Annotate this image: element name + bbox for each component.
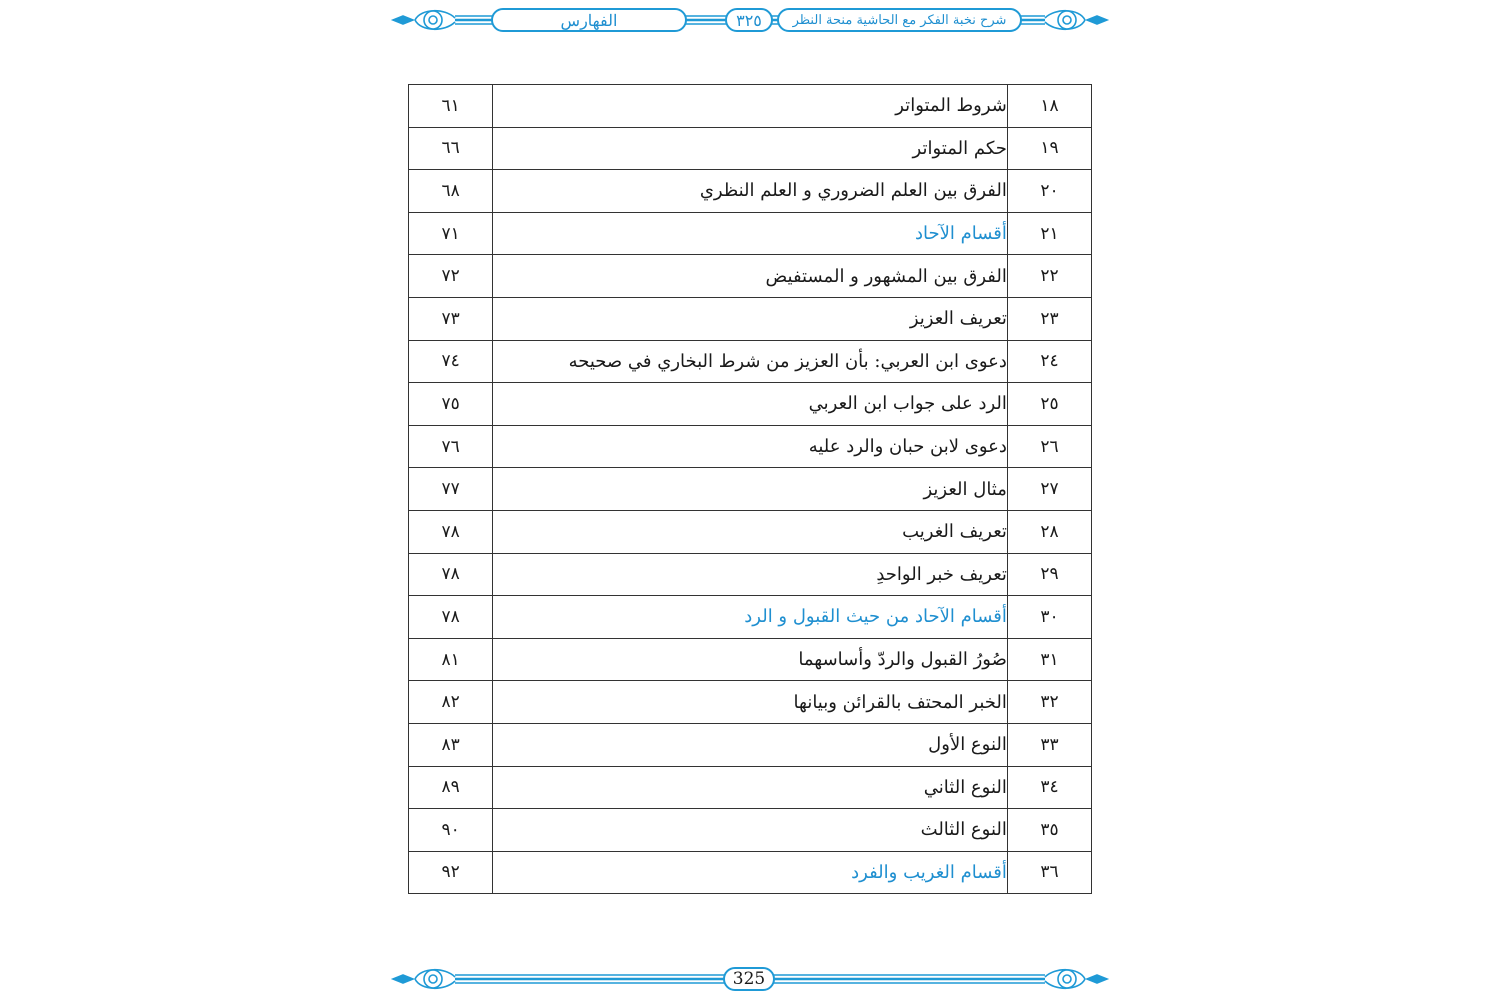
entry-page-number: ٦١ — [409, 85, 493, 128]
footer-page-number: 325 — [723, 967, 775, 991]
section-title: الفهارس — [491, 8, 687, 32]
entry-number: ٣١ — [1007, 638, 1091, 681]
entry-title: تعريف خبر الواحدِ — [493, 553, 1008, 596]
book-title: شرح نخبة الفكر مع الحاشية منحة النظر — [777, 8, 1022, 32]
entry-heading: أقسام الغريب والفرد — [493, 851, 1008, 894]
entry-title: حكم المتواتر — [493, 127, 1008, 170]
entry-number: ٣٢ — [1007, 681, 1091, 724]
table-row — [409, 766, 1092, 809]
entry-page-number: ٧٨ — [409, 596, 493, 639]
table-row — [409, 170, 1092, 213]
entry-number: ٢٤ — [1007, 340, 1091, 383]
entry-number: ٢٠ — [1007, 170, 1091, 213]
entry-page-number: ٧٨ — [409, 510, 493, 553]
entry-number: ٣٦ — [1007, 851, 1091, 894]
entry-title: تعريف الغريب — [493, 510, 1008, 553]
entry-page-number: ٨٣ — [409, 723, 493, 766]
table-row — [409, 127, 1092, 170]
table-row — [409, 425, 1092, 468]
entry-number: ٢٩ — [1007, 553, 1091, 596]
entry-title: دعوى لابن حبان والرد عليه — [493, 425, 1008, 468]
entry-page-number: ٨٢ — [409, 681, 493, 724]
table-row — [409, 723, 1092, 766]
arabic-page-number: ٣٢٥ — [725, 8, 773, 32]
entry-number: ٢٧ — [1007, 468, 1091, 511]
table-row — [409, 383, 1092, 426]
entry-page-number: ٧٥ — [409, 383, 493, 426]
entry-page-number: ٧١ — [409, 212, 493, 255]
page-header — [385, 4, 1115, 36]
entry-page-number: ٧٦ — [409, 425, 493, 468]
entry-heading: أقسام الآحاد من حيث القبول و الرد — [493, 596, 1008, 639]
index-table-body — [409, 85, 1092, 894]
table-row — [409, 468, 1092, 511]
entry-number: ٣٤ — [1007, 766, 1091, 809]
table-row — [409, 340, 1092, 383]
entry-page-number: ٩٠ — [409, 809, 493, 852]
table-row — [409, 809, 1092, 852]
entry-page-number: ٦٨ — [409, 170, 493, 213]
entry-page-number: ٩٢ — [409, 851, 493, 894]
index-table — [408, 84, 1092, 894]
entry-page-number: ٨١ — [409, 638, 493, 681]
entry-page-number: ٧٤ — [409, 340, 493, 383]
entry-number: ٢٨ — [1007, 510, 1091, 553]
entry-page-number: ٨٩ — [409, 766, 493, 809]
entry-page-number: ٧٢ — [409, 255, 493, 298]
entry-title: دعوى ابن العربي: بأن العزيز من شرط البخاري في صحيحه — [493, 340, 1008, 383]
entry-title: النوع الثالث — [493, 809, 1008, 852]
entry-number: ٢١ — [1007, 212, 1091, 255]
entry-number: ٢٦ — [1007, 425, 1091, 468]
table-row — [409, 255, 1092, 298]
table-row — [409, 85, 1092, 128]
page-footer — [385, 962, 1115, 996]
entry-title: شروط المتواتر — [493, 85, 1008, 128]
entry-number: ٢٣ — [1007, 297, 1091, 340]
entry-number: ١٨ — [1007, 85, 1091, 128]
entry-title: النوع الثاني — [493, 766, 1008, 809]
entry-number: ٣٥ — [1007, 809, 1091, 852]
entry-number: ٣٠ — [1007, 596, 1091, 639]
table-row — [409, 851, 1092, 894]
entry-page-number: ٧٨ — [409, 553, 493, 596]
entry-title: تعريف العزيز — [493, 297, 1008, 340]
entry-title: الخبر المحتف بالقرائن وبيانها — [493, 681, 1008, 724]
entry-title: الفرق بين المشهور و المستفيض — [493, 255, 1008, 298]
entry-title: النوع الأول — [493, 723, 1008, 766]
table-row — [409, 638, 1092, 681]
entry-heading: أقسام الآحاد — [493, 212, 1008, 255]
entry-number: ٣٣ — [1007, 723, 1091, 766]
entry-number: ١٩ — [1007, 127, 1091, 170]
table-row — [409, 212, 1092, 255]
entry-title: الفرق بين العلم الضروري و العلم النظري — [493, 170, 1008, 213]
entry-page-number: ٧٧ — [409, 468, 493, 511]
table-row — [409, 510, 1092, 553]
table-row — [409, 596, 1092, 639]
entry-page-number: ٧٣ — [409, 297, 493, 340]
table-row — [409, 553, 1092, 596]
entry-page-number: ٦٦ — [409, 127, 493, 170]
entry-title: مثال العزيز — [493, 468, 1008, 511]
entry-number: ٢٥ — [1007, 383, 1091, 426]
entry-number: ٢٢ — [1007, 255, 1091, 298]
entry-title: صُورُ القبول والردّ وأساسهما — [493, 638, 1008, 681]
table-row — [409, 681, 1092, 724]
entry-title: الرد على جواب ابن العربي — [493, 383, 1008, 426]
table-row — [409, 297, 1092, 340]
